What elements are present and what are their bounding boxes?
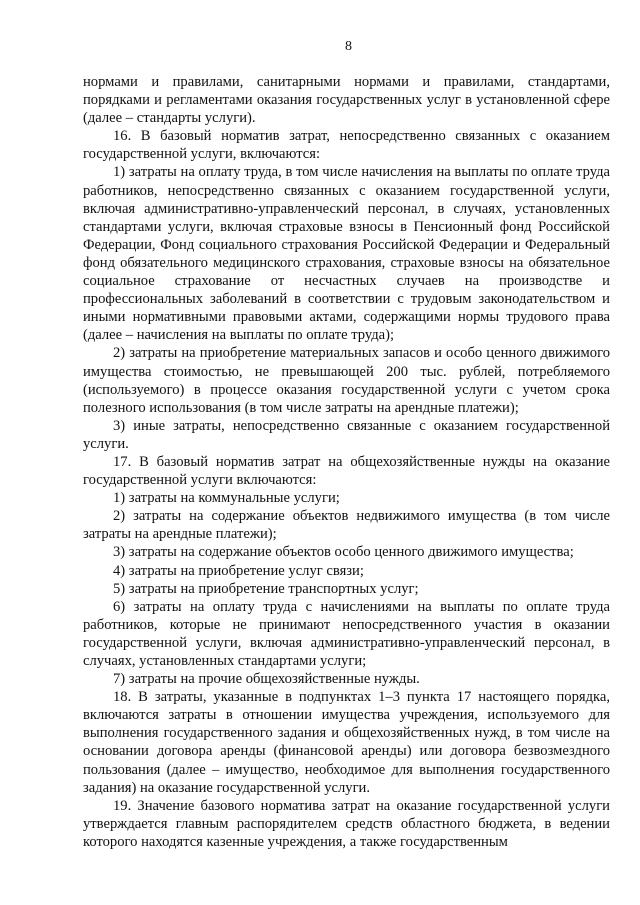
paragraph-19: 19. Значение базового норматива затрат на оказание государственной услуги утверждается главным распорядителем средств областного бюджета, в ведении которого находятся казенные учреждения, а также государственным	[83, 797, 610, 850]
paragraph-16-item-2: 2) затраты на приобретение материальных запасов и особо ценного движимого имущества стоимостью, не превышающей 200 тыс. рублей, потребляемого (используемого) в процессе оказания государственной услуги с учетом срока полезного использования (в том числе затраты на арендные платежи);	[83, 345, 610, 416]
paragraph-16-item-3: 3) иные затраты, непосредственно связанные с оказанием государственной услуги.	[83, 417, 610, 452]
paragraph-16-item-1: 1) затраты на оплату труда, в том числе начисления на выплаты по оплате труда работников, непосредственно связанных с оказанием государственной услуги, включая административно-управленческий персонал, в случаях, установленных стандартами услуги, включая страховые взносы в Пенсионный фонд Российской Федерации, Фонд социального страхования Российской Федерации и Федеральный фонд обязательного медицинского страхования, страховые взносы на обязательное социальное страхование от несчастных случаев на производстве и профессиональных заболеваний в соответствии с трудовым законодательством и иными нормативными правовыми актами, содержащими нормы трудового права (далее – начисления на выплаты по оплате труда);	[83, 164, 610, 344]
paragraph-16: 16. В базовый норматив затрат, непосредственно связанных с оказанием государственной услуги, включаются:	[83, 128, 610, 163]
paragraph-17-item-1: 1) затраты на коммунальные услуги;	[113, 490, 340, 507]
paragraph-18: 18. В затраты, указанные в подпунктах 1–3 пункта 17 настоящего порядка, включаются затраты в отношении имущества учреждения, используемого для выполнения государственного задания и общехозяйственных нужд, в том числе на основании договора аренды (финансовой аренды) или договора безвозмездного пользования (далее – имущество, необходимое для выполнения государственного задания) на оказание государственной услуги.	[83, 689, 610, 796]
paragraph-17-item-5: 5) затраты на приобретение транспортных услуг;	[113, 580, 419, 597]
paragraph-17: 17. В базовый норматив затрат на общехозяйственные нужды на оказание государственной услуги включаются:	[83, 453, 610, 489]
paragraph-17-item-3: 3) затраты на содержание объектов особо ценного движимого имущества;	[113, 544, 574, 561]
page-number: 8	[345, 39, 352, 54]
paragraph-17-item-4: 4) затраты на приобретение услуг связи;	[113, 562, 364, 579]
document-body	[83, 73, 610, 851]
paragraph-continuation: нормами и правилами, санитарными нормами и правилами, стандартами, порядками и регламентами оказания государственных услуг в установленной сфере (далее – стандарты услуги).	[83, 74, 610, 127]
paragraph-17-item-7: 7) затраты на прочие общехозяйственные нужды.	[113, 671, 420, 688]
paragraph-17-item-6: 6) затраты на оплату труда с начислениями на выплаты по оплате труда работников, которые не принимают непосредственного участия в оказании государственной услуги, включая административно-управленческий персонал, в случаях, установленных стандартами услуги;	[83, 598, 610, 669]
paragraph-17-item-2: 2) затраты на содержание объектов недвижимого имущества (в том числе затраты на арендные платежи);	[83, 508, 610, 543]
